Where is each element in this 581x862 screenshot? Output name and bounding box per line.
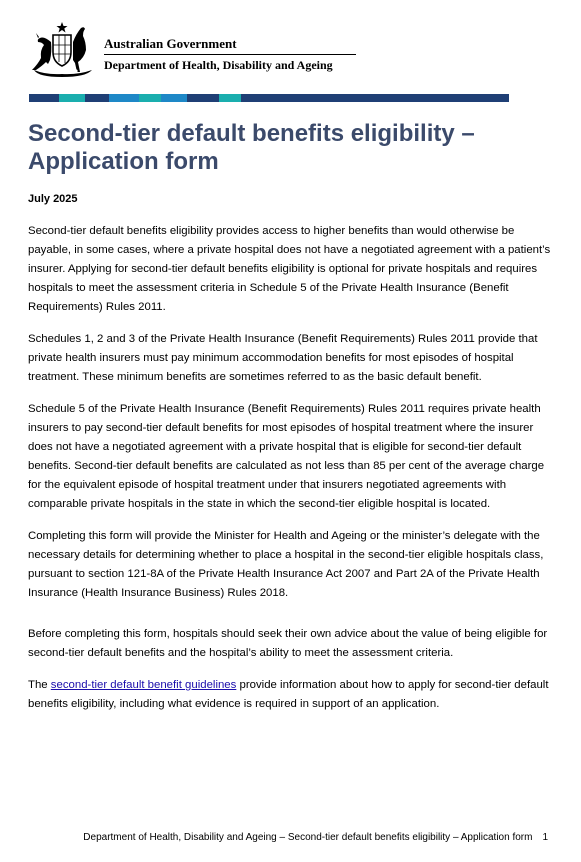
guidelines-prefix: The	[28, 679, 51, 691]
header-divider	[104, 54, 356, 55]
government-header	[26, 20, 366, 80]
publication-date: July 2025	[28, 193, 78, 205]
department-name: Department of Health, Disability and Ageing	[104, 58, 333, 72]
government-name: Australian Government	[104, 36, 237, 51]
footer-text: Department of Health, Disability and Ageing – Second-tier default benefits eligibility – Application form	[83, 832, 533, 843]
document-body	[28, 222, 554, 727]
guidelines-suffix: provide information about how to apply for second-tier default benefits eligibility, including what evidence is required in support of an application.	[28, 679, 549, 710]
decorative-color-bar	[29, 94, 509, 102]
paragraph-before-completing: Before completing this form, hospitals should seek their own advice about the value of being eligible for second-tier default benefits and the hospital’s ability to meet the assessment criteria.	[28, 628, 548, 659]
page-title: Second-tier default benefits eligibility – Application form	[28, 120, 475, 175]
coat-of-arms-logo	[26, 20, 98, 78]
paragraph-schedules: Schedules 1, 2 and 3 of the Private Health Insurance (Benefit Requirements) Rules 2011 provide that private health insurers must pay minimum accommodation benefits for most episodes of hospital treatment. These minimum benefits are sometimes referred to as the basic default benefit.	[28, 333, 538, 383]
page-number: 1	[542, 832, 548, 843]
paragraph-guidelines	[28, 676, 554, 714]
paragraph-schedule-5: Schedule 5 of the Private Health Insurance (Benefit Requirements) Rules 2011 requires private health insurers to pay second-tier default benefits for most episodes of hospital treatment where the insurer does not have a negotiated agreement with a private hospital that is eligible for second-tier default benefits. Second-tier default benefits are calculated as not less than 85 per cent of the average charge for the equivalent episode of hospital treatment under that insurers negotiated agreements with comparable private hospitals in the state in which the second-tier eligible hospital is located.	[28, 403, 545, 510]
guidelines-link[interactable]: second-tier default benefit guidelines	[50, 679, 237, 691]
page-footer	[0, 832, 548, 844]
paragraph-completing-form: Completing this form will provide the Minister for Health and Ageing or the minister’s delegate with the necessary details for determining whether to place a hospital in the second-tier eligible hospitals class, pursuant to section 121-8A of the Private Health Insurance Act 2007 and Part 2A of the Private Health Insurance (Health Insurance Business) Rules 2018.	[28, 530, 544, 599]
paragraph-intro: Second-tier default benefits eligibility provides access to higher benefits than would otherwise be payable, in some cases, where a private hospital does not have a negotiated agreement with a patient’s insurer. Applying for second-tier default benefits eligibility is optional for private hospitals and requires hospitals to meet the assessment criteria in Schedule 5 of the Private Health Insurance (Benefit Requirements) Rules 2011.	[28, 225, 551, 313]
